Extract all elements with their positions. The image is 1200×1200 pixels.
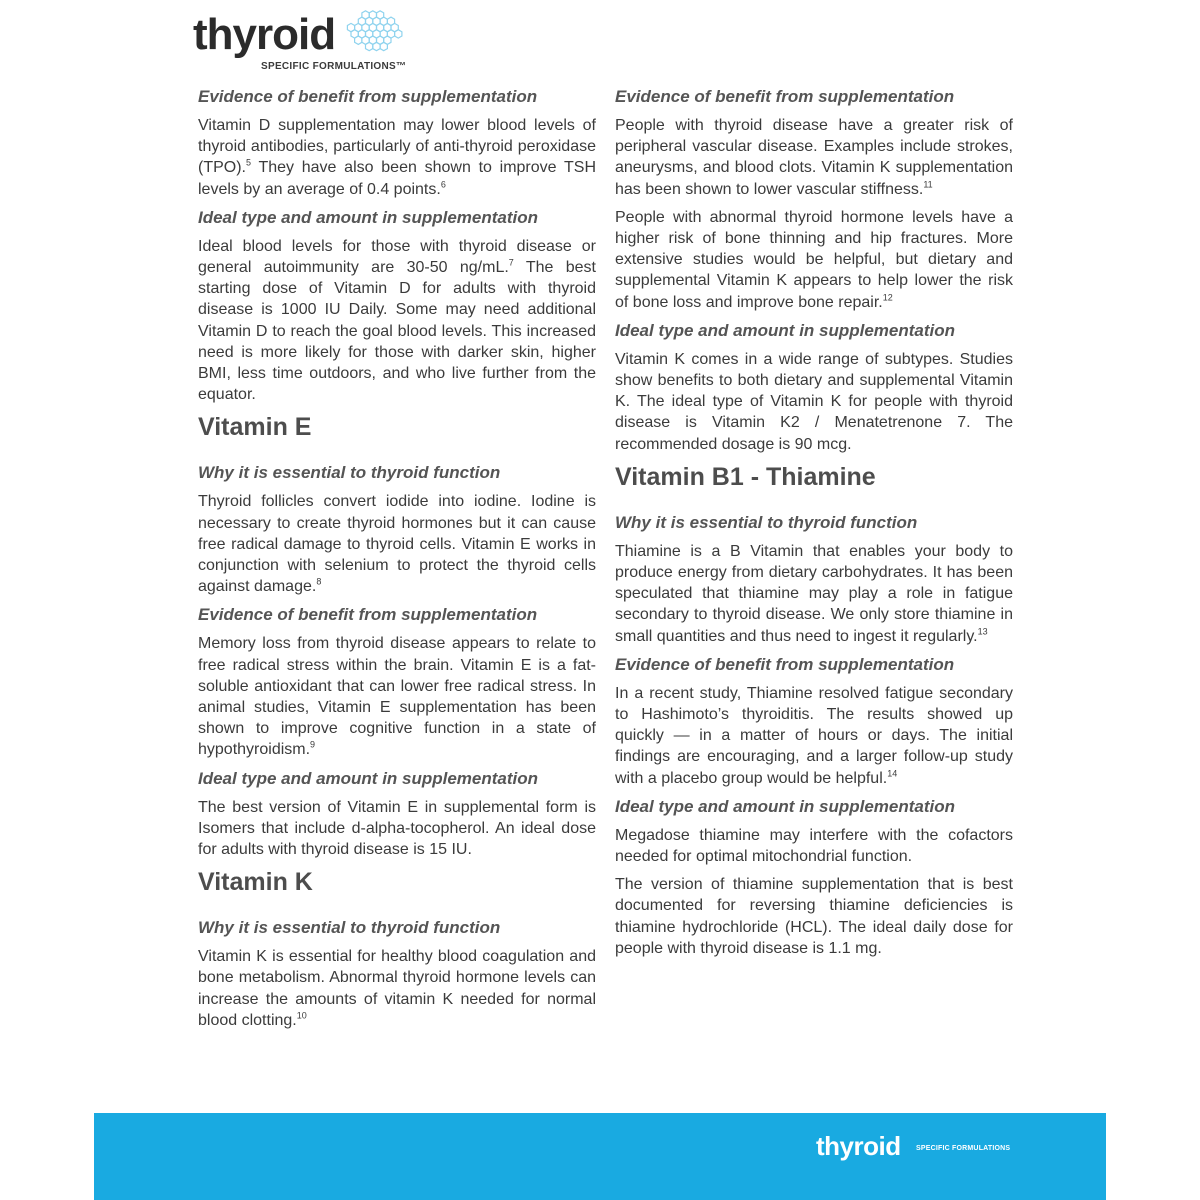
left-column — [198, 86, 596, 1038]
brand-logo — [193, 10, 413, 70]
vitamin-b1-title: Vitamin B1 - Thiamine — [615, 462, 876, 491]
hex-cell — [373, 42, 380, 50]
vitamin-k-ideal-heading: Ideal type and amount in supplementation — [615, 320, 956, 340]
vitamin-e-title: Vitamin E — [198, 413, 312, 442]
vitamin-d-ideal-heading: Ideal type and amount in supplementation — [198, 207, 539, 227]
vitamin-b1-ideal-paragraph-1: Megadose thiamine may interfere with the cofactors needed for optimal mitochondrial function. — [615, 826, 1013, 866]
vitamin-k-evidence-paragraph-2: People with abnormal thyroid hormone levels have a higher risk of bone thinning and hip fractures. More extensive studies would be helpful, but dietary and supplemental Vitamin K appears to help lower the risk of bone loss and improve bone repair.$^{12}$ — [615, 208, 1013, 311]
vitamin-e-evidence-heading: Evidence of benefit from supplementation — [198, 605, 538, 625]
hex-cell — [366, 42, 373, 50]
hex-cell — [380, 42, 387, 50]
vitamin-e-why-heading: Why it is essential to thyroid function — [198, 463, 501, 483]
vitamin-k-why-paragraph: Vitamin K is essential for healthy blood coagulation and bone metabolism. Abnormal thyroid hormone levels can increase the amounts of vitamin K needed for normal blood clotting.$^{10}$ — [198, 948, 596, 1029]
vitamin-b1-ideal-paragraph-2: The version of thiamine supplementation that is best documented for reversing thiamine deficiencies is thiamine hydrochloride (HCL). The ideal daily dose for people with thyroid disease is 1.1 mg. — [615, 876, 1013, 957]
vitamin-b1-why-heading: Why it is essential to thyroid function — [615, 512, 918, 532]
footer-wordmark: thyroid — [816, 1131, 901, 1161]
vitamin-e-evidence-paragraph: Memory loss from thyroid disease appears to relate to free radical stress within the brain. Vitamin E is a fat-soluble antioxidant that can lower free radical stress. In animal studies, Vitamin E supplementation has been shown to improve cognitive function in a state of hypothyroidism.$^9$ — [198, 635, 596, 759]
vitamin-b1-ideal-heading: Ideal type and amount in supplementation — [615, 796, 956, 816]
hex-cell — [395, 30, 402, 38]
footer-tagline: SPECIFIC FORMULATIONS — [916, 1145, 1011, 1152]
vitamin-b1-evidence-heading: Evidence of benefit from supplementation — [615, 654, 955, 674]
vitamin-b1-why-paragraph: Thiamine is a B Vitamin that enables your body to produce energy from dietary carbohydrates. It has been speculated that thiamine may play a role in fatigue secondary to thyroid disease. We only store thiamine in small quantities and thus need to ingest it regularly.$^{13}$ — [615, 542, 1013, 645]
vitamin-k-ideal-paragraph: Vitamin K comes in a wide range of subtypes. Studies show benefits to both dietary and supplemental Vitamin K. The ideal type of Vitamin K for people with thyroid disease is Vitamin K2 / Menatetrenone 7. The recommended dosage is 90 mcg. — [615, 350, 1013, 453]
hexagon-cluster-icon — [345, 10, 405, 60]
vitamin-d-ideal-paragraph: Ideal blood levels for those with thyroid disease or general autoimmunity are 30-50 ng/mL.$^7$ The best starting dose of Vitamin D for adults with thyroid disease is 1000 IU Daily. Some may need additional Vitamin D to reach the goal blood levels. This increased need is more likely for those with darker skin, higher BMI, less time outdoors, and who live further from the equator. — [198, 237, 596, 404]
vitamin-e-why-paragraph: Thyroid follicles convert iodide into iodine. Iodine is necessary to create thyroid hormones but it can cause free radical damage to thyroid cells. Vitamin E works in conjunction with selenium to protect the thyroid cells against damage.$^8$ — [198, 493, 596, 596]
vitamin-b1-evidence-paragraph: In a recent study, Thiamine resolved fatigue secondary to Hashimoto’s thyroiditis. The results showed up quickly — in a matter of hours or days. The initial findings are encouraging, and a larger follow-up study with a placebo group would be helpful.$^{14}$ — [615, 684, 1013, 787]
right-column — [615, 86, 1013, 966]
vitamin-k-evidence-heading: Evidence of benefit from supplementation — [615, 87, 955, 106]
vitamin-e-ideal-heading: Ideal type and amount in supplementation — [198, 768, 539, 788]
vitamin-d-evidence-paragraph: Vitamin D supplementation may lower blood levels of thyroid antibodies, particularly of anti-thyroid peroxidase (TPO).$^5$ They have also been shown to improve TSH levels by an average of 0.4 points.$^6$ — [198, 117, 596, 198]
vitamin-e-ideal-paragraph: The best version of Vitamin E in supplemental form is Isomers that include d-alpha-tocopherol. An ideal dose for adults with thyroid disease is 15 IU. — [198, 798, 596, 859]
logo-tagline: SPECIFIC FORMULATIONS™ — [261, 61, 407, 72]
vitamin-k-why-heading: Why it is essential to thyroid function — [198, 918, 501, 938]
vitamin-d-evidence-heading: Evidence of benefit from supplementation — [198, 87, 538, 106]
vitamin-k-title: Vitamin K — [198, 868, 313, 897]
footer-band — [94, 1113, 1106, 1200]
vitamin-k-evidence-paragraph-1: People with thyroid disease have a greater risk of peripheral vascular disease. Examples include strokes, aneurysms, and blood clots. Vitamin K supplementation has been shown to lower vascular stiffness.$^{11}$ — [615, 117, 1013, 198]
logo-wordmark: thyroid — [193, 10, 336, 59]
hex-cell — [355, 36, 362, 44]
